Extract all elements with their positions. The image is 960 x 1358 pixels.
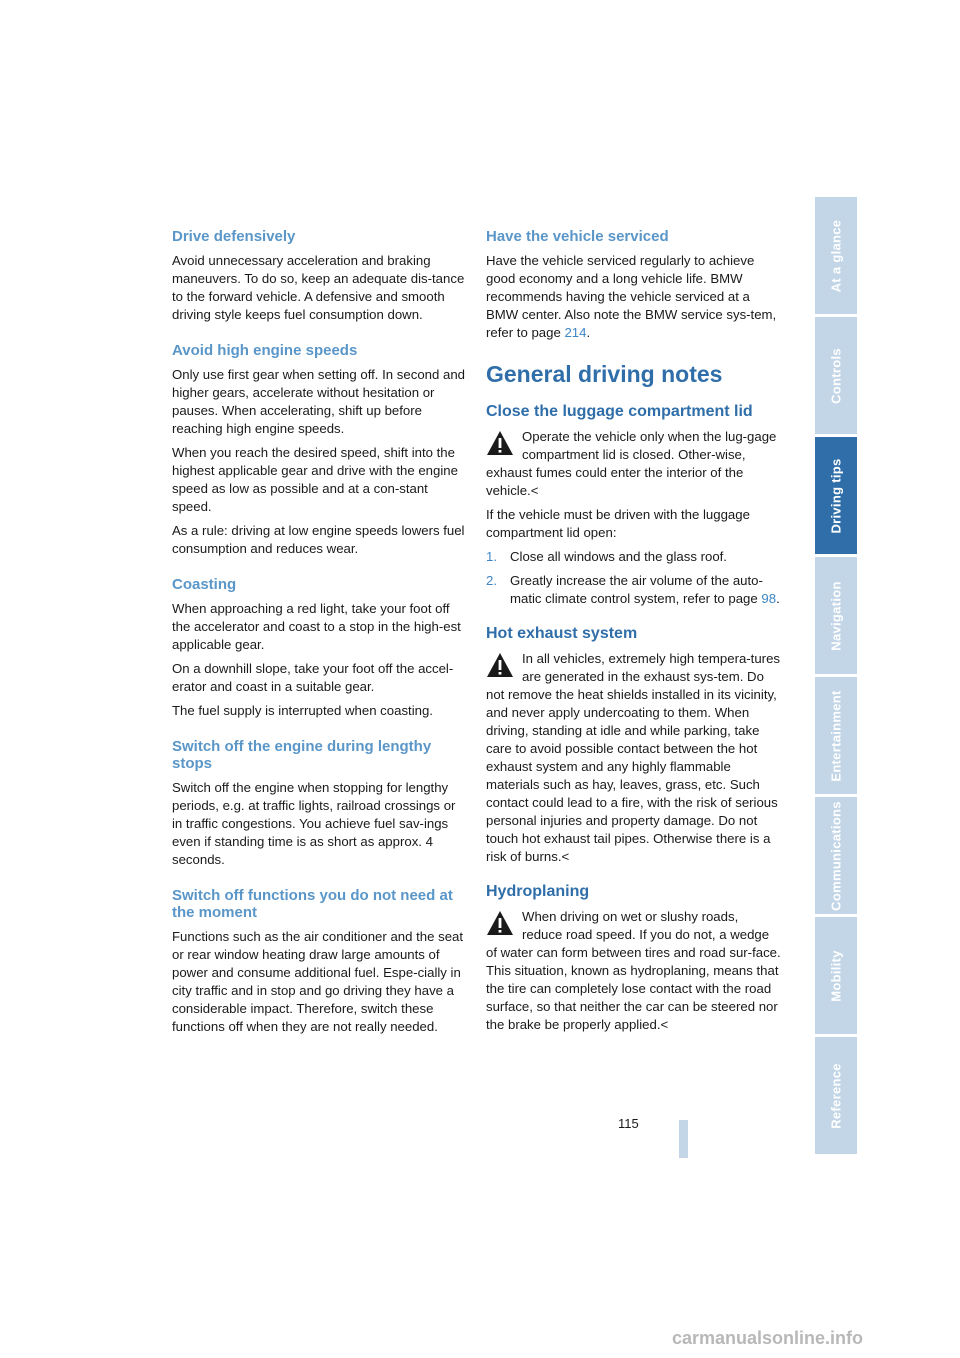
paragraph: When you reach the desired speed, shift into the highest applicable gear and drive with the engine speed as low as possible and at a con-stant speed. bbox=[172, 445, 458, 514]
heading-avoid-high-engine-speeds: Avoid high engine speeds bbox=[172, 342, 358, 359]
section-title-general-driving-notes: General driving notes bbox=[486, 361, 723, 387]
page-link-214[interactable]: 214 bbox=[564, 325, 587, 340]
heading-hydroplaning: Hydroplaning bbox=[486, 883, 590, 900]
heading-switch-off-engine: Switch off the engine during lengthy stops bbox=[172, 738, 432, 772]
paragraph: Avoid unnecessary acceleration and braking maneuvers. To do so, keep an adequate dis-tance to the forward vehicle. A defensive and smooth driving style keeps fuel consumption down. bbox=[172, 253, 465, 322]
tab-communications[interactable]: Communications bbox=[815, 797, 857, 917]
heading-hot-exhaust-system: Hot exhaust system bbox=[486, 625, 638, 642]
tab-mobility[interactable]: Mobility bbox=[815, 917, 857, 1037]
warning-note: Operate the vehicle only when the lug-gage compartment lid is closed. Other-wise, exhaust fumes could enter the interior of the vehicle.< bbox=[486, 429, 777, 498]
heading-switch-off-functions: Switch off functions you do not need at the moment bbox=[172, 887, 453, 921]
heading-close-luggage-lid: Close the luggage compartment lid bbox=[486, 403, 753, 420]
paragraph: As a rule: driving at low engine speeds lowers fuel consumption and reduces wear. bbox=[172, 523, 465, 556]
watermark: carmanualsonline.info bbox=[672, 1328, 864, 1348]
warning-note: When driving on wet or slushy roads, reduce road speed. If you do not, a wedge of water can form between tires and road sur-face. This situation, known as hydroplaning, means that the tire can completely lose contact with the road surface, so that neither the car can be steered nor the brake be properly applied.< bbox=[486, 909, 781, 1032]
warning-note: In all vehicles, extremely high tempera-tures are generated in the exhaust sys-tem. Do not remove the heat shields installed in its vicinity, and never apply undercoating to them. When driving, standing at idle and while parking, take care to avoid possible contact between the hot exhaust system and any highly flammable materials such as hay, leaves, grass, etc. Such contact could lead to a fire, with the risk of serious personal injuries and property damage. Do not touch hot exhaust tail pipes. Otherwise there is a risk of burns.< bbox=[486, 651, 780, 864]
page-number: 115 bbox=[618, 1116, 639, 1131]
list-item: 1. Close all windows and the glass roof. bbox=[486, 549, 727, 564]
end-mark: < bbox=[561, 849, 570, 864]
paragraph: When approaching a red light, take your foot off the accelerator and coast to a stop in the high-est applicable gear. bbox=[172, 601, 461, 652]
end-mark: < bbox=[660, 1017, 669, 1032]
tab-entertainment[interactable]: Entertainment bbox=[815, 677, 857, 797]
right-column bbox=[486, 228, 781, 1040]
paragraph: Functions such as the air conditioner and the seat or rear window heating draw large amounts of power and consume additional fuel. Espe-cially in city traffic and in stop and go driving they have a considerable impact. Therefore, switch these functions off when they are not really needed. bbox=[172, 929, 464, 1034]
page-marker-bar bbox=[679, 1120, 688, 1158]
left-column bbox=[172, 228, 467, 1042]
warning-triangle-icon bbox=[486, 652, 514, 678]
heading-have-vehicle-serviced: Have the vehicle serviced bbox=[486, 228, 669, 245]
paragraph: Switch off the engine when stopping for lengthy periods, e.g. at traffic lights, railroad crossings or in traffic congestions. You achieve fuel sav-ings even if standing time is as short as approx. 4 seconds. bbox=[172, 780, 456, 867]
end-mark: < bbox=[530, 483, 539, 498]
tab-reference[interactable]: Reference bbox=[815, 1037, 857, 1157]
page-link-98[interactable]: 98 bbox=[761, 591, 777, 606]
heading-coasting: Coasting bbox=[172, 576, 237, 593]
paragraph: The fuel supply is interrupted when coasting. bbox=[172, 703, 433, 718]
warning-triangle-icon bbox=[486, 910, 514, 936]
numbered-list bbox=[486, 548, 781, 608]
paragraph: Only use first gear when setting off. In second and higher gears, accelerate without hesitation or pauses. When accelerating, shift up before reaching high engine speeds. bbox=[172, 367, 465, 436]
paragraph: Have the vehicle serviced regularly to achieve good economy and a long vehicle life. BMW recommends having the vehicle serviced at a BMW center. Also note the BMW service sys-tem, refer to page 214. bbox=[486, 253, 777, 340]
paragraph: On a downhill slope, take your foot off the accel-erator and coast in a suitable gear. bbox=[172, 661, 454, 694]
paragraph: If the vehicle must be driven with the luggage compartment lid open: bbox=[486, 507, 750, 540]
warning-triangle-icon bbox=[486, 430, 514, 456]
tab-at-a-glance[interactable]: At a glance bbox=[815, 197, 857, 317]
tab-navigation[interactable]: Navigation bbox=[815, 557, 857, 677]
tab-controls[interactable]: Controls bbox=[815, 317, 857, 437]
heading-drive-defensively: Drive defensively bbox=[172, 228, 296, 245]
list-item: 2. Greatly increase the air volume of the auto-matic climate control system, refer to page 98. bbox=[486, 573, 780, 606]
chapter-tabs bbox=[815, 197, 857, 1157]
tab-driving-tips[interactable]: Driving tips bbox=[815, 437, 857, 557]
